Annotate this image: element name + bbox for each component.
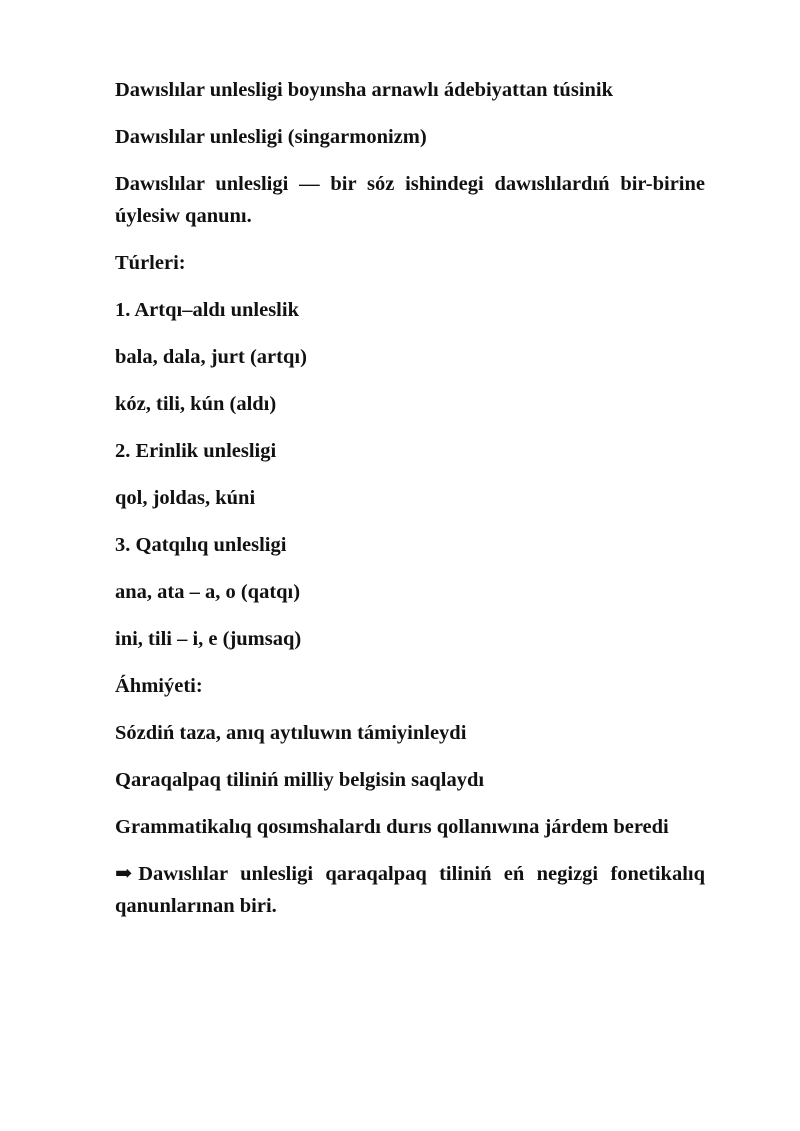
- definition-paragraph: Dawıslılar unlesligi — bir sóz ishindegi dawıslılardıń bir-birine úylesiw qanunı.: [115, 173, 705, 227]
- type-2-example: qol, joldas, kúni: [115, 487, 256, 509]
- type-1-example-front: kóz, tili, kún (aldı): [115, 393, 277, 415]
- importance-item-1: Sózdiń taza, anıq aytıluwın támiyinleydi: [115, 722, 467, 744]
- types-heading: Túrleri:: [115, 252, 186, 274]
- importance-item-2: Qaraqalpaq tiliniń milliy belgisin saqlaydı: [115, 769, 485, 791]
- type-2-title: 2. Erinlik unlesligi: [115, 440, 277, 462]
- section-title: Dawıslılar unlesligi (singarmonizm): [115, 126, 427, 148]
- type-3-example-soft: ini, tili – i, e (jumsaq): [115, 628, 302, 650]
- type-3-example-hard: ana, ata – a, o (qatqı): [115, 581, 301, 603]
- type-1-title: 1. Artqı–aldı unleslik: [115, 299, 299, 321]
- importance-heading: Áhmiýeti:: [115, 675, 203, 697]
- right-arrow-icon: ➡: [115, 863, 133, 885]
- conclusion-paragraph: [115, 858, 705, 922]
- type-1-example-back: bala, dala, jurt (artqı): [115, 346, 307, 368]
- type-3-title: 3. Qatqılıq unlesligi: [115, 534, 287, 556]
- document-body: [115, 74, 705, 922]
- document-heading: Dawıslılar unlesligi boyınsha arnawlı ádebiyattan túsinik: [115, 79, 614, 101]
- conclusion-text: Dawıslılar unlesligi qaraqalpaq tiliniń eń negizgi fonetikalıq qanunlarınan biri.: [115, 863, 705, 917]
- importance-item-3: Grammatikalıq qosımshalardı durıs qollanıwına járdem beredi: [115, 816, 669, 838]
